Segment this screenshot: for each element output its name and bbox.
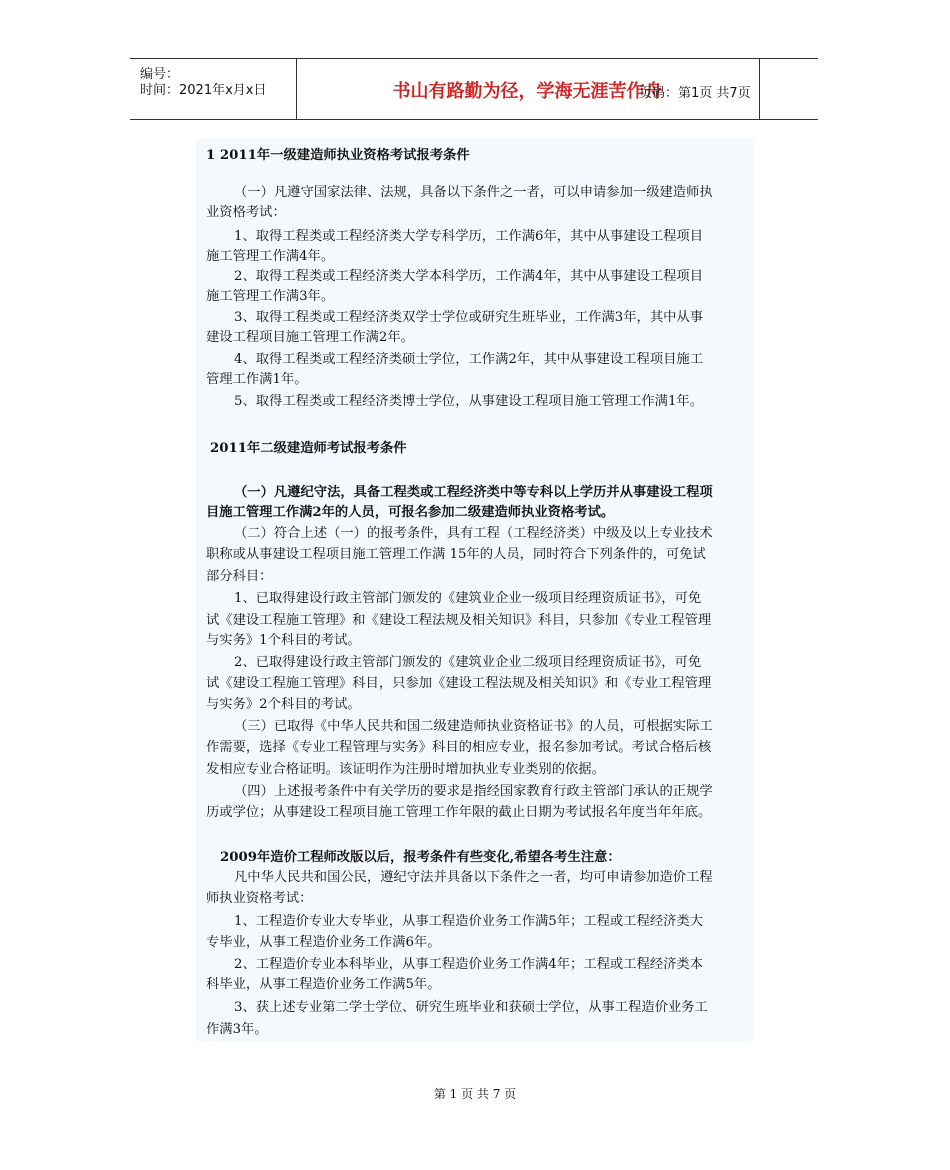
paragraph-line: 与实务》2个科目的考试。 <box>206 697 361 712</box>
paragraph-line: 建设工程项目施工管理工作满2年。 <box>206 330 414 345</box>
paragraph-line: 作满3年。 <box>206 1022 268 1037</box>
document-time-label: 时间：2021年x月x日 <box>140 83 267 98</box>
paragraph-line: 专毕业，从事工程造价业务工作满6年。 <box>206 935 441 950</box>
paragraph-line: 3、取得工程类或工程经济类双学士学位或研究生班毕业，工作满3年，其中从事 <box>234 310 704 325</box>
paragraph-line: 4、取得工程类或工程经济类硕士学位，工作满2年，其中从事建设工程项目施工 <box>234 352 704 367</box>
paragraph-line: 2、取得工程类或工程经济类大学本科学历，工作满4年，其中从事建设工程项目 <box>234 269 704 284</box>
page-footer: 第 1 页 共 7 页 <box>433 1087 517 1101</box>
paragraph-line: 部分科目： <box>206 569 273 584</box>
paragraph-line: 职称或从事建设工程项目施工管理工作满 15年的人员，同时符合下列条件的，可免试 <box>206 547 706 562</box>
paragraph-line: 发相应专业合格证明。该证明作为注册时增加执业专业类别的依据。 <box>206 762 605 777</box>
paragraph-line: 管理工作满1年。 <box>206 372 308 387</box>
section-heading-line: 1 2011年一级建造师执业资格考试报考条件 <box>206 148 470 163</box>
paragraph-line: 试《建设工程施工管理》科目，只参加《建设工程法规及相关知识》和《专业工程管理 <box>206 676 712 691</box>
section-heading-line: 目施工管理工作满2年的人员，可报名参加二级建造师执业资格考试。 <box>206 505 615 520</box>
paragraph-line: 2、已取得建设行政主管部门颁发的《建筑业企业二级项目经理资质证书》，可免 <box>234 655 702 670</box>
paragraph-line: 历或学位；从事建设工程项目施工管理工作年限的截止日期为考试报名年度当年年底。 <box>206 805 712 820</box>
document-number-label: 编号： <box>140 67 180 82</box>
paragraph-line: 施工管理工作满3年。 <box>206 289 335 304</box>
paragraph-line: 师执业资格考试： <box>206 891 313 906</box>
paragraph-line: 1、已取得建设行政主管部门颁发的《建筑业企业一级项目经理资质证书》，可免 <box>234 591 702 606</box>
paragraph-line: 3、获上述专业第二学士学位、研究生班毕业和获硕士学位，从事工程造价业务工 <box>234 1000 708 1015</box>
paragraph-line: 1、工程造价专业大专毕业，从事工程造价业务工作满5年；工程或工程经济类大 <box>234 914 704 929</box>
header-page-cell <box>759 59 818 119</box>
section-heading-line: 2011年二级建造师考试报考条件 <box>210 441 407 456</box>
paragraph-line: 2、工程造价专业本科毕业，从事工程造价业务工作满4年；工程或工程经济类本 <box>234 957 704 972</box>
section-heading-line: （一）凡遵纪守法，具备工程类或工程经济类中等专科以上学历并从事建设工程项 <box>234 485 713 500</box>
paragraph-line: 1、取得工程类或工程经济类大学专科学历，工作满6年，其中从事建设工程项目 <box>234 229 704 244</box>
header-motto: 书山有路勤为径，学海无涯苦作舟 <box>392 81 663 102</box>
paragraph-line: （四）上述报考条件中有关学历的要求是指经国家教育行政主管部门承认的正规学 <box>234 784 713 799</box>
paragraph-line: 科毕业，从事工程造价业务工作满5年。 <box>206 977 441 992</box>
paragraph-line: 施工管理工作满4年。 <box>206 249 335 264</box>
paragraph-line: 业资格考试： <box>206 205 286 220</box>
paragraph-line: 凡中华人民共和国公民，遵纪守法并具备以下条件之一者，均可申请参加造价工程 <box>234 870 713 885</box>
paragraph-line: 5、取得工程类或工程经济类博士学位，从事建设工程项目施工管理工作满1年。 <box>234 394 704 409</box>
paragraph-line: 试《建设工程施工管理》和《建设工程法规及相关知识》科目，只参加《专业工程管理 <box>206 613 712 628</box>
paragraph-line: （一）凡遵守国家法律、法规，具备以下条件之一者，可以申请参加一级建造师执 <box>234 185 713 200</box>
header-page-info: 页码：第1页 共7页 <box>639 86 751 101</box>
paragraph-line: 作需要，选择《专业工程管理与实务》科目的相应专业，报名参加考试。考试合格后核 <box>206 740 712 755</box>
paragraph-line: （二）符合上述（一）的报考条件，具有工程（工程经济类）中级及以上专业技术 <box>234 526 713 541</box>
section-heading-line: 2009年造价工程师改版以后，报考条件有些变化,希望各考生注意： <box>220 850 621 865</box>
paragraph-line: 与实务》1个科目的考试。 <box>206 633 361 648</box>
document-body <box>196 138 753 1041</box>
paragraph-line: （三）已取得《中华人民共和国二级建造师执业资格证书》的人员，可根据实际工 <box>234 719 713 734</box>
header-meta-cell <box>130 59 297 119</box>
